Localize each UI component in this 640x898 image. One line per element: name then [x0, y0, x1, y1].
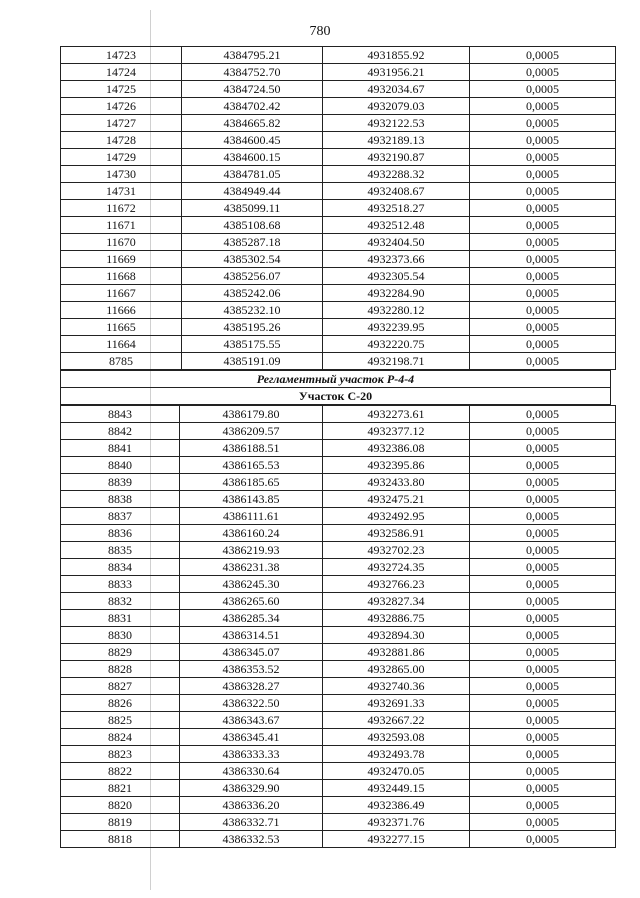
- point-number-cell: 11672: [61, 200, 182, 217]
- y-coordinate-cell: 4932702.23: [323, 542, 470, 559]
- y-coordinate-cell: 4932433.80: [323, 474, 470, 491]
- point-number-cell: 11669: [61, 251, 182, 268]
- x-coordinate-cell: 4386245.30: [180, 576, 323, 593]
- point-number-cell: 11664: [61, 336, 182, 353]
- accuracy-cell: 0,0005: [470, 166, 616, 183]
- x-coordinate-cell: 4384600.15: [182, 149, 323, 166]
- x-coordinate-cell: 4386328.27: [180, 678, 323, 695]
- table-row: [61, 542, 616, 559]
- y-coordinate-cell: 4932404.50: [323, 234, 470, 251]
- accuracy-cell: 0,0005: [470, 576, 616, 593]
- x-coordinate-cell: 4384724.50: [182, 81, 323, 98]
- x-coordinate-cell: 4386188.51: [180, 440, 323, 457]
- accuracy-cell: 0,0005: [470, 797, 616, 814]
- accuracy-cell: 0,0005: [470, 319, 616, 336]
- table-row: [61, 712, 616, 729]
- table-row: [61, 166, 616, 183]
- y-coordinate-cell: 4932470.05: [323, 763, 470, 780]
- accuracy-cell: 0,0005: [470, 746, 616, 763]
- accuracy-cell: 0,0005: [470, 661, 616, 678]
- point-number-cell: 8824: [61, 729, 180, 746]
- x-coordinate-cell: 4384702.42: [182, 98, 323, 115]
- y-coordinate-cell: 4932493.78: [323, 746, 470, 763]
- table-row: [61, 678, 616, 695]
- point-number-cell: 14728: [61, 132, 182, 149]
- point-number-cell: 8841: [61, 440, 180, 457]
- x-coordinate-cell: 4386219.93: [180, 542, 323, 559]
- x-coordinate-cell: 4386185.65: [180, 474, 323, 491]
- coordinates-table-lower: [60, 405, 616, 848]
- accuracy-cell: 0,0005: [470, 268, 616, 285]
- y-coordinate-cell: 4932586.91: [323, 525, 470, 542]
- y-coordinate-cell: 4932386.08: [323, 440, 470, 457]
- accuracy-cell: 0,0005: [470, 81, 616, 98]
- table-row: [61, 132, 616, 149]
- point-number-cell: 8842: [61, 423, 180, 440]
- point-number-cell: 8835: [61, 542, 180, 559]
- point-number-cell: 8826: [61, 695, 180, 712]
- accuracy-cell: 0,0005: [470, 234, 616, 251]
- x-coordinate-cell: 4385191.09: [182, 353, 323, 370]
- accuracy-cell: 0,0005: [470, 610, 616, 627]
- table-row: [61, 336, 616, 353]
- y-coordinate-cell: 4932280.12: [323, 302, 470, 319]
- accuracy-cell: 0,0005: [470, 695, 616, 712]
- table-row: [61, 217, 616, 234]
- section-row: [61, 371, 611, 388]
- accuracy-cell: 0,0005: [470, 525, 616, 542]
- y-coordinate-cell: 4932220.75: [323, 336, 470, 353]
- table-row: [61, 285, 616, 302]
- y-coordinate-cell: 4932034.67: [323, 81, 470, 98]
- y-coordinate-cell: 4932284.90: [323, 285, 470, 302]
- accuracy-cell: 0,0005: [470, 457, 616, 474]
- accuracy-cell: 0,0005: [470, 559, 616, 576]
- table-row: [61, 183, 616, 200]
- accuracy-cell: 0,0005: [470, 285, 616, 302]
- x-coordinate-cell: 4386265.60: [180, 593, 323, 610]
- accuracy-cell: 0,0005: [470, 200, 616, 217]
- x-coordinate-cell: 4386322.50: [180, 695, 323, 712]
- x-coordinate-cell: 4386165.53: [180, 457, 323, 474]
- accuracy-cell: 0,0005: [470, 353, 616, 370]
- accuracy-cell: 0,0005: [470, 406, 616, 423]
- table-row: [61, 559, 616, 576]
- point-number-cell: 8832: [61, 593, 180, 610]
- accuracy-cell: 0,0005: [470, 132, 616, 149]
- point-number-cell: 8823: [61, 746, 180, 763]
- section-header-table: [60, 370, 611, 405]
- y-coordinate-cell: 4932691.33: [323, 695, 470, 712]
- table-row: [61, 319, 616, 336]
- point-number-cell: 8818: [61, 831, 180, 848]
- x-coordinate-cell: 4386209.57: [180, 423, 323, 440]
- table-row: [61, 627, 616, 644]
- accuracy-cell: 0,0005: [470, 217, 616, 234]
- x-coordinate-cell: 4385287.18: [182, 234, 323, 251]
- table-row: [61, 47, 616, 64]
- table-row: [61, 115, 616, 132]
- accuracy-cell: 0,0005: [470, 627, 616, 644]
- accuracy-cell: 0,0005: [470, 115, 616, 132]
- point-number-cell: 11668: [61, 268, 182, 285]
- x-coordinate-cell: 4385099.11: [182, 200, 323, 217]
- x-coordinate-cell: 4384949.44: [182, 183, 323, 200]
- y-coordinate-cell: 4932724.35: [323, 559, 470, 576]
- x-coordinate-cell: 4386332.71: [180, 814, 323, 831]
- x-coordinate-cell: 4386285.34: [180, 610, 323, 627]
- x-coordinate-cell: 4386314.51: [180, 627, 323, 644]
- point-number-cell: 8837: [61, 508, 180, 525]
- subsection-row: [61, 388, 611, 405]
- y-coordinate-cell: 4932881.86: [323, 644, 470, 661]
- accuracy-cell: 0,0005: [470, 440, 616, 457]
- table-row: [61, 149, 616, 166]
- y-coordinate-cell: 4932408.67: [323, 183, 470, 200]
- table-row: [61, 831, 616, 848]
- y-coordinate-cell: 4932894.30: [323, 627, 470, 644]
- point-number-cell: 8831: [61, 610, 180, 627]
- accuracy-cell: 0,0005: [470, 64, 616, 81]
- x-coordinate-cell: 4386332.53: [180, 831, 323, 848]
- x-coordinate-cell: 4385302.54: [182, 251, 323, 268]
- x-coordinate-cell: 4386330.64: [180, 763, 323, 780]
- point-number-cell: 8836: [61, 525, 180, 542]
- point-number-cell: 8839: [61, 474, 180, 491]
- point-number-cell: 8827: [61, 678, 180, 695]
- accuracy-cell: 0,0005: [470, 508, 616, 525]
- table-row: [61, 251, 616, 268]
- point-number-cell: 8840: [61, 457, 180, 474]
- point-number-cell: 14726: [61, 98, 182, 115]
- accuracy-cell: 0,0005: [470, 780, 616, 797]
- y-coordinate-cell: 4932305.54: [323, 268, 470, 285]
- point-number-cell: 8829: [61, 644, 180, 661]
- table-row: [61, 440, 616, 457]
- table-row: [61, 695, 616, 712]
- point-number-cell: 11665: [61, 319, 182, 336]
- table-row: [61, 746, 616, 763]
- y-coordinate-cell: 4932239.95: [323, 319, 470, 336]
- accuracy-cell: 0,0005: [470, 593, 616, 610]
- table-row: [61, 268, 616, 285]
- accuracy-cell: 0,0005: [470, 491, 616, 508]
- table-row: [61, 508, 616, 525]
- point-number-cell: 11671: [61, 217, 182, 234]
- point-number-cell: 8785: [61, 353, 182, 370]
- x-coordinate-cell: 4385232.10: [182, 302, 323, 319]
- y-coordinate-cell: 4932277.15: [323, 831, 470, 848]
- point-number-cell: 11667: [61, 285, 182, 302]
- table-row: [61, 98, 616, 115]
- x-coordinate-cell: 4386343.67: [180, 712, 323, 729]
- y-coordinate-cell: 4932492.95: [323, 508, 470, 525]
- y-coordinate-cell: 4932273.61: [323, 406, 470, 423]
- y-coordinate-cell: 4932865.00: [323, 661, 470, 678]
- y-coordinate-cell: 4932198.71: [323, 353, 470, 370]
- table-row: [61, 64, 616, 81]
- coordinates-table-container: [60, 46, 611, 848]
- point-number-cell: 8828: [61, 661, 180, 678]
- table-row: [61, 814, 616, 831]
- accuracy-cell: 0,0005: [470, 712, 616, 729]
- point-number-cell: 8822: [61, 763, 180, 780]
- table-row: [61, 610, 616, 627]
- point-number-cell: 14724: [61, 64, 182, 81]
- x-coordinate-cell: 4384752.70: [182, 64, 323, 81]
- point-number-cell: 8838: [61, 491, 180, 508]
- x-coordinate-cell: 4386353.52: [180, 661, 323, 678]
- x-coordinate-cell: 4386231.38: [180, 559, 323, 576]
- accuracy-cell: 0,0005: [470, 729, 616, 746]
- table-row: [61, 234, 616, 251]
- x-coordinate-cell: 4386345.41: [180, 729, 323, 746]
- x-coordinate-cell: 4386160.24: [180, 525, 323, 542]
- x-coordinate-cell: 4386329.90: [180, 780, 323, 797]
- section-title: Регламентный участок Р-4-4: [61, 371, 611, 388]
- y-coordinate-cell: 4931855.92: [323, 47, 470, 64]
- point-number-cell: 14731: [61, 183, 182, 200]
- accuracy-cell: 0,0005: [470, 251, 616, 268]
- x-coordinate-cell: 4386333.33: [180, 746, 323, 763]
- y-coordinate-cell: 4932079.03: [323, 98, 470, 115]
- table-row: [61, 200, 616, 217]
- y-coordinate-cell: 4932593.08: [323, 729, 470, 746]
- table-row: [61, 81, 616, 98]
- point-number-cell: 8820: [61, 797, 180, 814]
- accuracy-cell: 0,0005: [470, 302, 616, 319]
- table-row: [61, 593, 616, 610]
- table-row: [61, 576, 616, 593]
- x-coordinate-cell: 4386336.20: [180, 797, 323, 814]
- y-coordinate-cell: 4932190.87: [323, 149, 470, 166]
- table-body-upper: [61, 47, 616, 370]
- y-coordinate-cell: 4932288.32: [323, 166, 470, 183]
- table-row: [61, 763, 616, 780]
- y-coordinate-cell: 4932512.48: [323, 217, 470, 234]
- table-row: [61, 406, 616, 423]
- table-row: [61, 780, 616, 797]
- y-coordinate-cell: 4931956.21: [323, 64, 470, 81]
- page-number: 780: [309, 24, 331, 39]
- table-row: [61, 797, 616, 814]
- x-coordinate-cell: 4386111.61: [180, 508, 323, 525]
- point-number-cell: 11670: [61, 234, 182, 251]
- table-row: [61, 353, 616, 370]
- y-coordinate-cell: 4932475.21: [323, 491, 470, 508]
- accuracy-cell: 0,0005: [470, 47, 616, 64]
- y-coordinate-cell: 4932122.53: [323, 115, 470, 132]
- table-row: [61, 644, 616, 661]
- accuracy-cell: 0,0005: [470, 763, 616, 780]
- point-number-cell: 8819: [61, 814, 180, 831]
- accuracy-cell: 0,0005: [470, 814, 616, 831]
- table-row: [61, 302, 616, 319]
- point-number-cell: 14727: [61, 115, 182, 132]
- accuracy-cell: 0,0005: [470, 149, 616, 166]
- x-coordinate-cell: 4385195.26: [182, 319, 323, 336]
- x-coordinate-cell: 4385242.06: [182, 285, 323, 302]
- y-coordinate-cell: 4932518.27: [323, 200, 470, 217]
- subsection-title: Участок С-20: [61, 388, 611, 405]
- point-number-cell: 14729: [61, 149, 182, 166]
- x-coordinate-cell: 4384795.21: [182, 47, 323, 64]
- table-row: [61, 474, 616, 491]
- x-coordinate-cell: 4386143.85: [180, 491, 323, 508]
- y-coordinate-cell: 4932766.23: [323, 576, 470, 593]
- x-coordinate-cell: 4385108.68: [182, 217, 323, 234]
- accuracy-cell: 0,0005: [470, 831, 616, 848]
- point-number-cell: 8825: [61, 712, 180, 729]
- x-coordinate-cell: 4386345.07: [180, 644, 323, 661]
- x-coordinate-cell: 4385256.07: [182, 268, 323, 285]
- y-coordinate-cell: 4932886.75: [323, 610, 470, 627]
- point-number-cell: 14723: [61, 47, 182, 64]
- x-coordinate-cell: 4386179.80: [180, 406, 323, 423]
- y-coordinate-cell: 4932667.22: [323, 712, 470, 729]
- x-coordinate-cell: 4385175.55: [182, 336, 323, 353]
- point-number-cell: 8843: [61, 406, 180, 423]
- point-number-cell: 14730: [61, 166, 182, 183]
- accuracy-cell: 0,0005: [470, 542, 616, 559]
- table-row: [61, 491, 616, 508]
- y-coordinate-cell: 4932386.49: [323, 797, 470, 814]
- coordinates-table-upper: [60, 46, 616, 370]
- accuracy-cell: 0,0005: [470, 98, 616, 115]
- point-number-cell: 8821: [61, 780, 180, 797]
- table-row: [61, 457, 616, 474]
- table-row: [61, 661, 616, 678]
- accuracy-cell: 0,0005: [470, 336, 616, 353]
- y-coordinate-cell: 4932189.13: [323, 132, 470, 149]
- table-row: [61, 525, 616, 542]
- accuracy-cell: 0,0005: [470, 678, 616, 695]
- x-coordinate-cell: 4384600.45: [182, 132, 323, 149]
- table-row: [61, 729, 616, 746]
- y-coordinate-cell: 4932373.66: [323, 251, 470, 268]
- point-number-cell: 8834: [61, 559, 180, 576]
- y-coordinate-cell: 4932740.36: [323, 678, 470, 695]
- accuracy-cell: 0,0005: [470, 474, 616, 491]
- point-number-cell: 11666: [61, 302, 182, 319]
- point-number-cell: 8830: [61, 627, 180, 644]
- point-number-cell: 8833: [61, 576, 180, 593]
- table-body-lower: [61, 406, 616, 848]
- y-coordinate-cell: 4932827.34: [323, 593, 470, 610]
- y-coordinate-cell: 4932449.15: [323, 780, 470, 797]
- accuracy-cell: 0,0005: [470, 644, 616, 661]
- y-coordinate-cell: 4932395.86: [323, 457, 470, 474]
- y-coordinate-cell: 4932377.12: [323, 423, 470, 440]
- point-number-cell: 14725: [61, 81, 182, 98]
- x-coordinate-cell: 4384781.05: [182, 166, 323, 183]
- y-coordinate-cell: 4932371.76: [323, 814, 470, 831]
- table-row: [61, 423, 616, 440]
- accuracy-cell: 0,0005: [470, 183, 616, 200]
- accuracy-cell: 0,0005: [470, 423, 616, 440]
- x-coordinate-cell: 4384665.82: [182, 115, 323, 132]
